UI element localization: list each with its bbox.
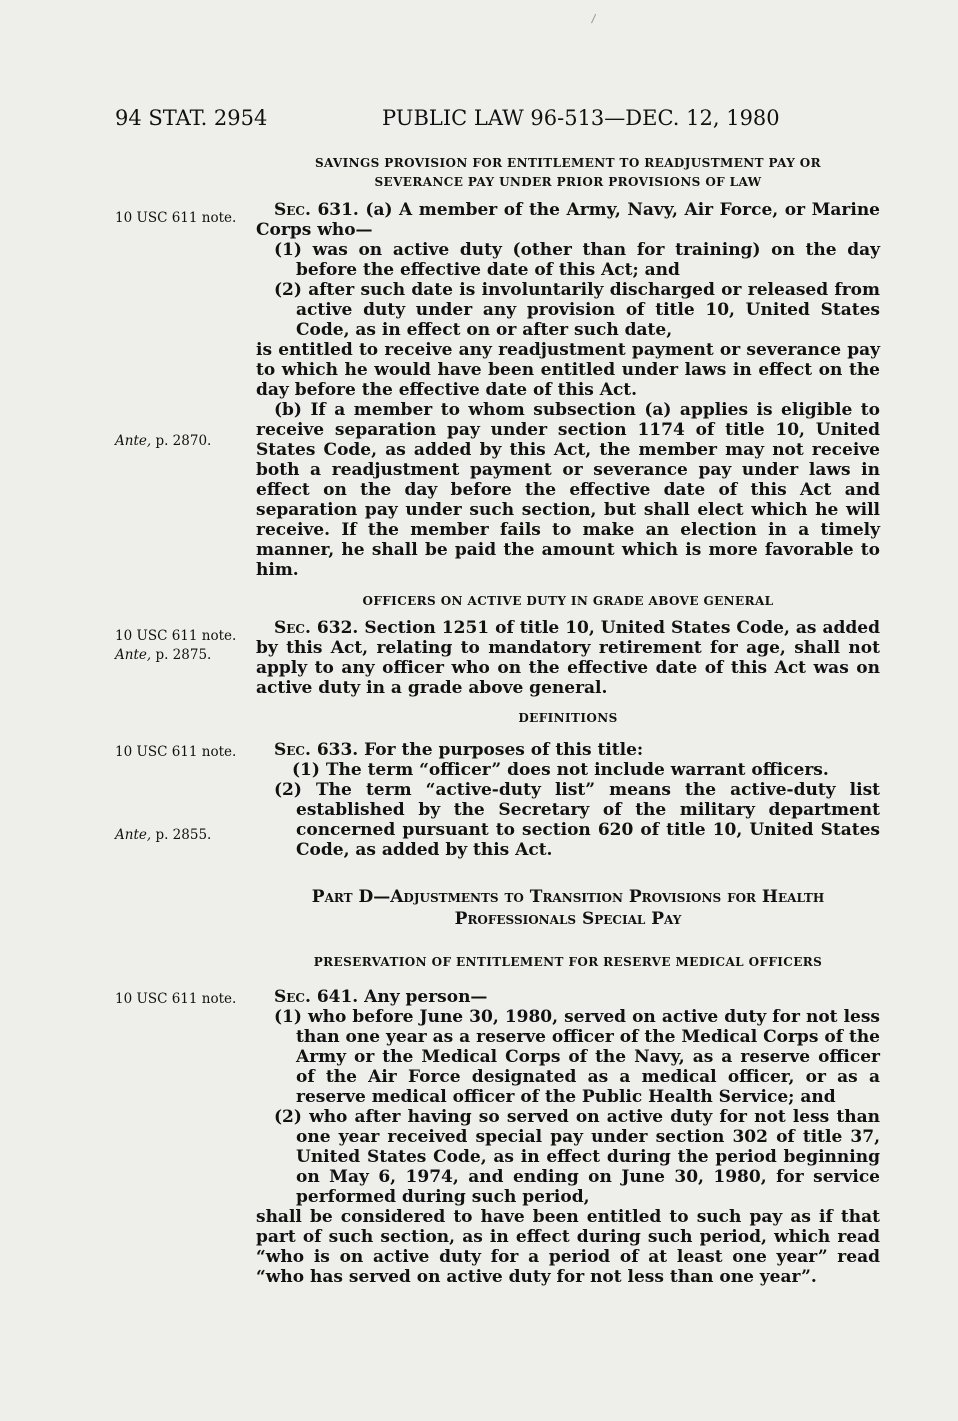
sec-label: Sec. [274, 740, 311, 760]
section-heading: SAVINGS PROVISION FOR ENTITLEMENT TO READJUSTMENT PAY OR [314, 156, 821, 170]
sec-641-p1: (1) who before June 30, 1980, served on active duty for not less than one year as a reserve officer of the Medical Corps of the Army or the Medical Corps of the Navy, as a reserve officer of the Air Force designated as a medical officer, or as a reserve medical officer of the Public Health Service; and [274, 1007, 880, 1107]
section-heading: OFFICERS ON ACTIVE DUTY IN GRADE ABOVE GENERAL [362, 594, 774, 608]
sec-641-p2: (2) who after having so served on active duty for not less than one year received special pay under section 302 of title 37, United States Code, as in effect during the period beginning on May 6, 1974, and ending on June 30, 1980, for service performed during such period, [274, 1107, 880, 1207]
section-heading: PRESERVATION OF ENTITLEMENT FOR RESERVE MEDICAL OFFICERS [313, 955, 823, 969]
ante-label: Ante, [115, 433, 152, 449]
margin-note-641: 10 USC 611 note. [115, 991, 237, 1007]
sec-label: Sec. [274, 618, 311, 638]
part-title-line1: Part D—Adjustments to Transition Provisions for Health [311, 887, 825, 907]
margin-note-631b [115, 432, 255, 451]
sec-label: Sec. [274, 200, 311, 220]
margin-note-632 [115, 627, 255, 665]
margin-note-631: 10 USC 611 note. [115, 210, 237, 226]
section-632 [256, 592, 880, 698]
stat-citation: 94 STAT. 2954 [115, 106, 268, 130]
sec-633-text: Sec. 633. For the purposes of this title: [274, 740, 644, 760]
sec-641-tail: shall be considered to have been entitled to such pay as if that part of such section, as in effect during such period, which read “who is on active duty for a period of at least one year” read “who has served on active duty for not less than one year”. [256, 1207, 880, 1287]
margin-note-633: 10 USC 611 note. [115, 744, 237, 760]
ante-label: Ante, [115, 647, 152, 663]
ante-label: Ante, [115, 827, 152, 843]
sec-631-a: Sec. 631. (a) A member of the Army, Navy, Air Force, or Marine Corps who— [256, 200, 880, 240]
section-heading-cont: SEVERANCE PAY UNDER PRIOR PROVISIONS OF LAW [374, 175, 762, 189]
sec-631-tail: is entitled to receive any readjustment payment or severance pay to which he would have been entitled under laws in effect on the day before the effective date of this Act. [256, 340, 880, 400]
sec-631-b: (b) If a member to whom subsection (a) applies is eligible to receive separation pay under section 1174 of title 10, United States Code, as added by this Act, the member may not receive both a readjustment payment or severance pay under laws in effect on the day before the effective date of this Act and separation pay under such section, but shall elect which he will receive. If the member fails to make an election in a timely manner, he shall be paid the amount which is more favorable to him. [256, 400, 880, 580]
sec-label: Sec. [274, 987, 311, 1007]
ante-page: p. 2870. [151, 433, 212, 449]
sec-632-text: Sec. 632. Section 1251 of title 10, United States Code, as added by this Act, relating to mandatory retirement for age, shall not apply to any officer who on the effective date of this Act was on active duty in a grade above general. [256, 618, 880, 698]
sec-631-a1: (1) was on active duty (other than for training) on the day before the effective date of this Act; and [274, 240, 880, 280]
section-heading: DEFINITIONS [518, 711, 618, 725]
sec-641-text: Sec. 641. Any person— [274, 987, 488, 1007]
part-title-line2: Professionals Special Pay [454, 909, 682, 929]
section-633 [256, 709, 880, 860]
scan-mark [591, 14, 598, 24]
public-law-title: PUBLIC LAW 96-513—DEC. 12, 1980 [382, 106, 780, 130]
usc-note: 10 USC 611 note. [115, 628, 237, 644]
sec-631-a2: (2) after such date is involuntarily discharged or released from active duty under any provision of title 10, United States Code, as in effect on or after such date, [274, 280, 880, 340]
ante-page: p. 2855. [151, 827, 212, 843]
page-header [115, 106, 880, 136]
sec-633-p2: (2) The term “active-duty list” means the active-duty list established by the Secretary of the military department concerned pursuant to section 620 of title 10, United States Code, as added by this Act. [274, 780, 880, 860]
section-641 [256, 953, 880, 1287]
margin-note-633-2 [115, 826, 255, 845]
section-631 [256, 154, 880, 580]
sec-633-p1: (1) The term “officer” does not include warrant officers. [292, 760, 829, 780]
ante-page: p. 2875. [151, 647, 212, 663]
part-d-heading [256, 886, 880, 930]
